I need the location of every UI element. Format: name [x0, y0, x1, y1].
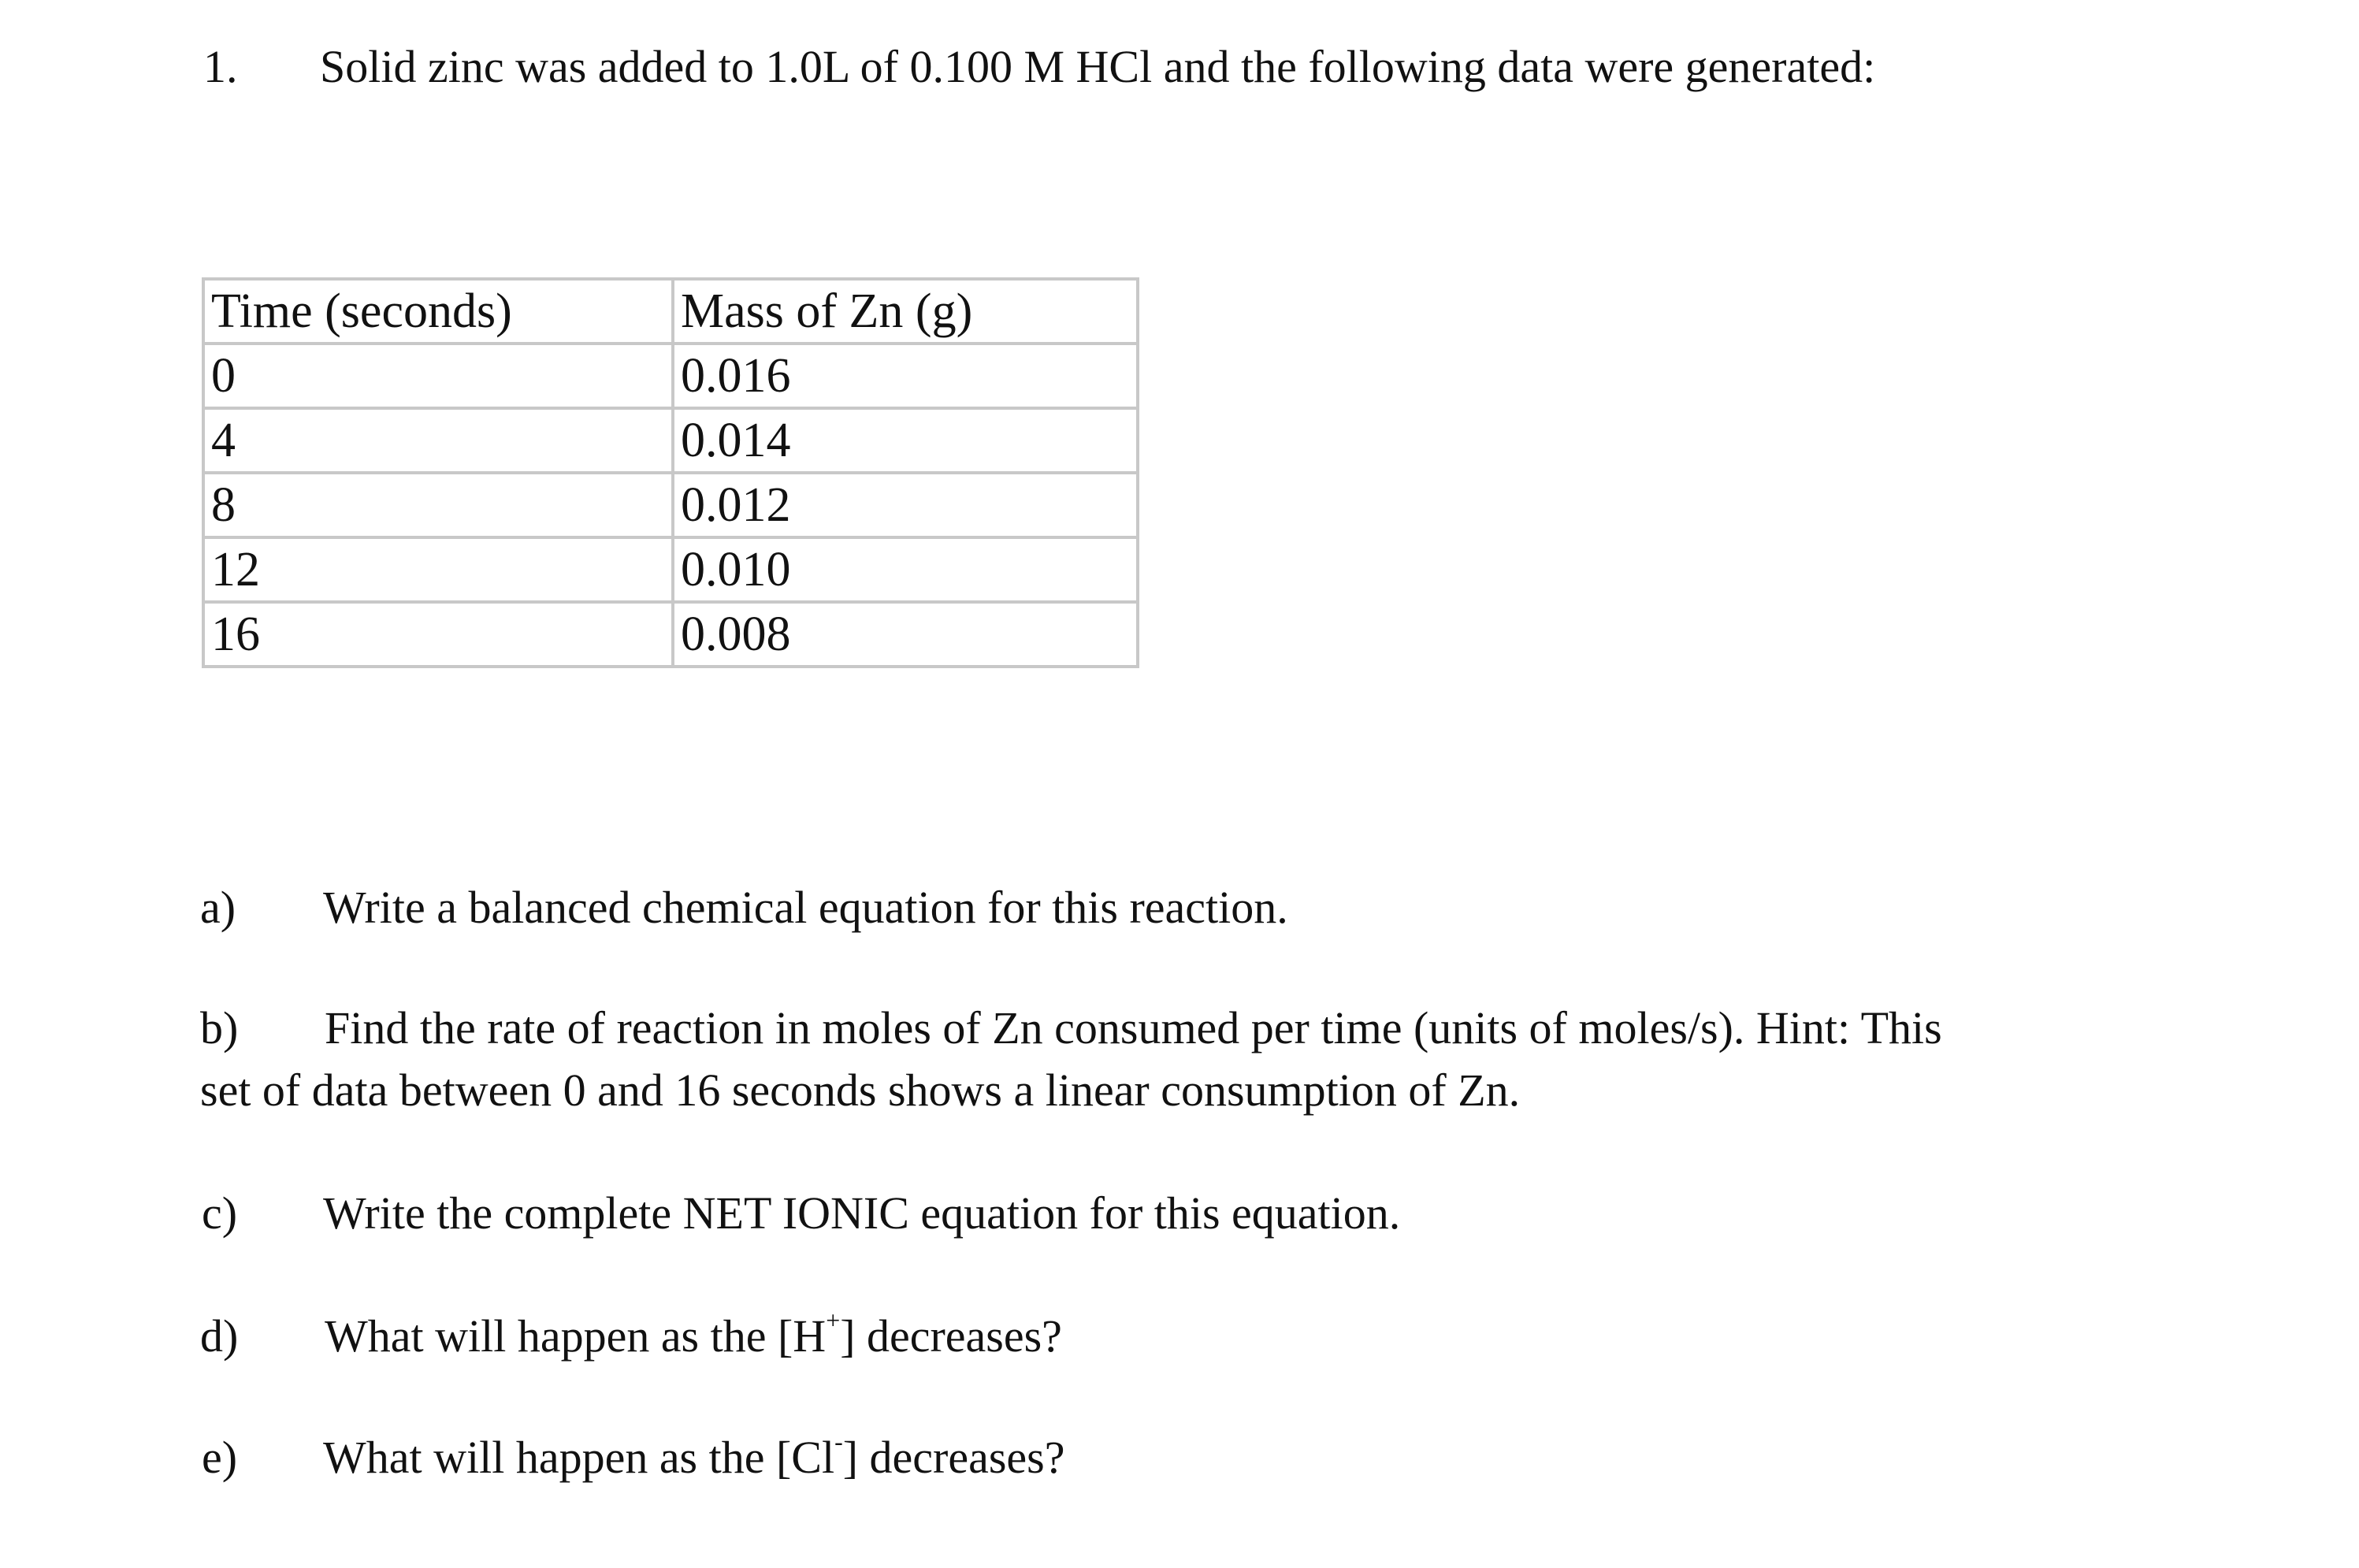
data-table	[202, 277, 1139, 668]
table-cell-time: 16	[203, 602, 673, 667]
table-cell-mass: 0.014	[673, 408, 1138, 473]
part-e-letter: e)	[202, 1432, 238, 1483]
question-text: Solid zinc was added to 1.0L of 0.100 M HCl and the following data were generated:	[320, 41, 1876, 92]
table-row	[203, 537, 1138, 602]
table-cell-time: 12	[203, 537, 673, 602]
table-cell-time: 4	[203, 408, 673, 473]
part-d-letter: d)	[200, 1310, 239, 1362]
table-header-mass: Mass of Zn (g)	[673, 279, 1138, 344]
part-b-text-line1: Find the rate of reaction in moles of Zn consumed per time (units of moles/s). Hint: This	[325, 1002, 1942, 1053]
part-e-text	[323, 1429, 1064, 1487]
part-a-text: Write a balanced chemical equation for this reaction.	[323, 882, 1288, 933]
table-header-row	[203, 279, 1138, 344]
part-d-text	[325, 1307, 1062, 1365]
part-a-letter: a)	[200, 882, 236, 933]
table-header-time: Time (seconds)	[203, 279, 673, 344]
table-cell-mass: 0.010	[673, 537, 1138, 602]
part-e-text-before: What will happen as the [Cl	[323, 1432, 835, 1483]
table-row	[203, 602, 1138, 667]
part-b-text-line2: set of data between 0 and 16 seconds shows a linear consumption of Zn.	[200, 1065, 1521, 1116]
table-row	[203, 344, 1138, 408]
table-row	[203, 408, 1138, 473]
question-number: 1.	[203, 41, 238, 92]
table-cell-time: 0	[203, 344, 673, 408]
table-row	[203, 473, 1138, 537]
part-d-text-before: What will happen as the [H	[325, 1310, 827, 1362]
part-e-superscript: -	[834, 1428, 843, 1456]
table-cell-mass: 0.012	[673, 473, 1138, 537]
part-e-text-after: ] decreases?	[842, 1432, 1065, 1483]
part-b-letter: b)	[200, 1002, 239, 1053]
table-cell-mass: 0.016	[673, 344, 1138, 408]
part-c-letter: c)	[202, 1187, 238, 1239]
table-cell-time: 8	[203, 473, 673, 537]
part-c-text: Write the complete NET IONIC equation for this equation.	[323, 1187, 1401, 1239]
part-d-text-after: ] decreases?	[840, 1310, 1062, 1362]
part-d-superscript: +	[826, 1306, 841, 1335]
table-cell-mass: 0.008	[673, 602, 1138, 667]
